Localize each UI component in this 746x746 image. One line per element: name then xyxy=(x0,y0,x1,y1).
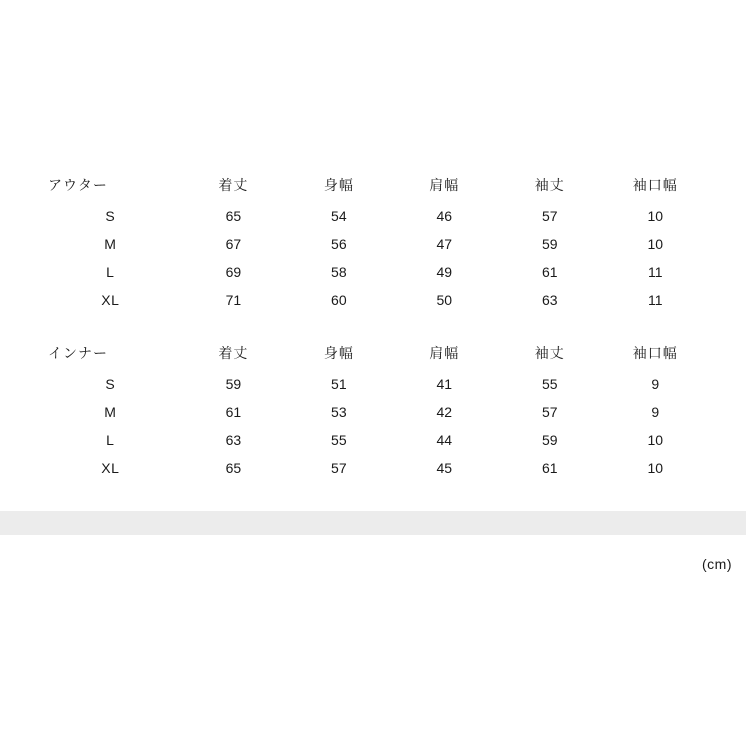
size-measurement-table xyxy=(40,168,708,482)
table-row xyxy=(40,398,708,426)
column-header-inner-sleeve: 袖丈 xyxy=(534,345,565,361)
cell-value: 45 xyxy=(436,460,453,476)
table-row xyxy=(40,258,708,286)
table-section-spacer xyxy=(40,314,708,336)
cell-value: 61 xyxy=(541,264,558,280)
table-row xyxy=(40,426,708,454)
size-label: S xyxy=(105,208,116,224)
column-header-inner-cuff: 袖口幅 xyxy=(632,345,678,361)
cell-value: 10 xyxy=(647,460,664,476)
cell-value: 42 xyxy=(436,404,453,420)
size-label: L xyxy=(106,432,115,448)
cell-value: 63 xyxy=(541,292,558,308)
cell-value: 49 xyxy=(436,264,453,280)
cell-value: 9 xyxy=(651,376,660,392)
cell-value: 53 xyxy=(331,404,347,420)
cell-value: 41 xyxy=(436,376,453,392)
cell-value: 67 xyxy=(225,236,242,252)
unit-note: (cm) xyxy=(702,556,732,572)
cell-value: 58 xyxy=(331,264,347,280)
column-header-outer-cuff: 袖口幅 xyxy=(632,177,678,193)
cell-value: 57 xyxy=(331,460,347,476)
cell-value: 59 xyxy=(541,236,558,252)
cell-value: 59 xyxy=(541,432,558,448)
spacer-cell xyxy=(497,314,602,336)
column-header-outer-length: 着丈 xyxy=(218,177,249,193)
table-row xyxy=(40,454,708,482)
size-label: XL xyxy=(101,460,120,476)
cell-value: 56 xyxy=(331,236,347,252)
spacer-cell xyxy=(286,314,391,336)
spacer-cell xyxy=(181,314,286,336)
decorative-band xyxy=(0,511,746,535)
table-row xyxy=(40,230,708,258)
cell-value: 50 xyxy=(436,292,453,308)
cell-value: 61 xyxy=(541,460,558,476)
column-header-inner-length: 着丈 xyxy=(218,345,249,361)
table-header-row-inner xyxy=(40,336,708,370)
size-label: S xyxy=(105,376,116,392)
column-header-outer-chest: 身幅 xyxy=(323,177,354,193)
cell-value: 71 xyxy=(225,292,242,308)
cell-value: 69 xyxy=(225,264,242,280)
cell-value: 47 xyxy=(436,236,453,252)
cell-value: 10 xyxy=(647,236,664,252)
cell-value: 10 xyxy=(647,208,664,224)
size-label: M xyxy=(104,404,117,420)
column-header-outer-shoulder: 肩幅 xyxy=(429,177,460,193)
cell-value: 10 xyxy=(647,432,664,448)
cell-value: 65 xyxy=(225,208,242,224)
size-label: XL xyxy=(101,292,120,308)
size-label: M xyxy=(104,236,117,252)
cell-value: 59 xyxy=(225,376,242,392)
table-header-row-outer xyxy=(40,168,708,202)
cell-value: 57 xyxy=(541,404,558,420)
table-row xyxy=(40,202,708,230)
cell-value: 63 xyxy=(225,432,242,448)
cell-value: 60 xyxy=(331,292,347,308)
section-label-inner: インナー xyxy=(48,345,108,361)
cell-value: 51 xyxy=(331,376,347,392)
cell-value: 65 xyxy=(225,460,242,476)
size-label: L xyxy=(106,264,115,280)
cell-value: 11 xyxy=(647,264,663,280)
column-header-inner-chest: 身幅 xyxy=(323,345,354,361)
column-header-outer-sleeve: 袖丈 xyxy=(534,177,565,193)
section-label-outer: アウター xyxy=(48,177,108,193)
cell-value: 57 xyxy=(541,208,558,224)
spacer-cell xyxy=(392,314,497,336)
cell-value: 55 xyxy=(331,432,347,448)
cell-value: 55 xyxy=(541,376,558,392)
cell-value: 61 xyxy=(225,404,242,420)
table-row xyxy=(40,370,708,398)
cell-value: 54 xyxy=(331,208,347,224)
spacer-cell xyxy=(40,314,181,336)
spacer-cell xyxy=(603,314,709,336)
cell-value: 11 xyxy=(647,292,663,308)
table-row xyxy=(40,286,708,314)
column-header-inner-shoulder: 肩幅 xyxy=(429,345,460,361)
cell-value: 9 xyxy=(651,404,660,420)
cell-value: 46 xyxy=(436,208,453,224)
cell-value: 44 xyxy=(436,432,453,448)
